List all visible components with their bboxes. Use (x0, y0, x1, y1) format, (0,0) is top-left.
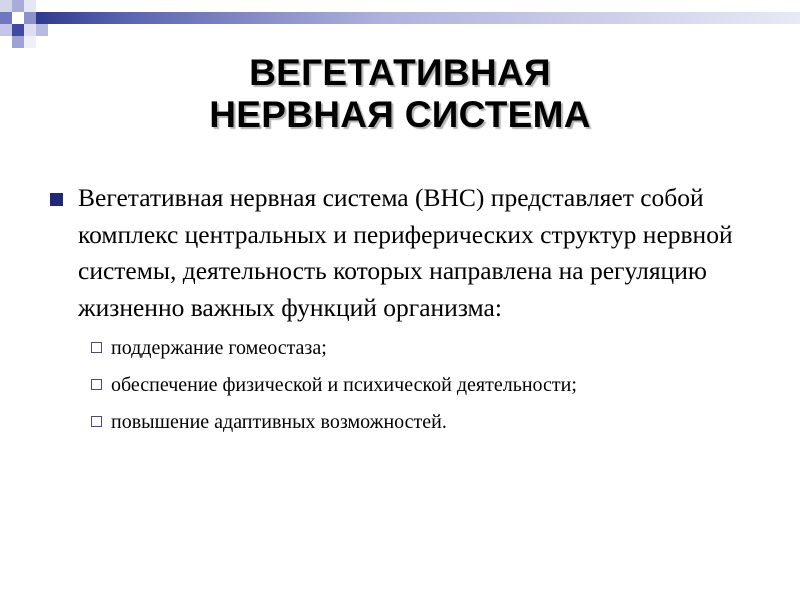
deco-square (12, 0, 24, 12)
main-bullet-text: Вегетативная нервная система (ВНС) представляет собой комплекс центральных и периферических структур нервной системы, деятельность которых направлена на регуляцию жизненно важных функций организма: (78, 183, 733, 322)
sub-bullet-text: обеспечение физической и психической деятельности; (111, 374, 577, 396)
deco-square (24, 0, 36, 12)
deco-square (24, 24, 36, 36)
deco-square (0, 0, 12, 12)
hollow-square-bullet-icon (91, 379, 102, 390)
title-line-2: НЕРВНАЯ СИСТЕМА (209, 94, 591, 135)
header-decoration (0, 0, 800, 50)
main-bullet-item (44, 180, 744, 326)
square-bullet-icon (50, 193, 63, 206)
sub-bullet-item (89, 410, 744, 434)
deco-square (36, 24, 48, 36)
deco-square (24, 12, 36, 24)
deco-square (0, 12, 12, 24)
header-band (36, 12, 800, 24)
deco-square (0, 24, 12, 36)
slide-title (0, 52, 800, 136)
deco-square (24, 36, 36, 48)
sub-bullet-text: повышение адаптивных возможностей. (111, 411, 447, 433)
slide-content (44, 180, 744, 447)
hollow-square-bullet-icon (91, 342, 102, 353)
sub-bullet-item (89, 336, 744, 360)
title-line-1: ВЕГЕТАТИВНАЯ (249, 52, 551, 93)
deco-square (12, 24, 24, 36)
deco-square (12, 12, 24, 24)
hollow-square-bullet-icon (91, 416, 102, 427)
sub-bullet-text: поддержание гомеостаза; (111, 337, 327, 359)
sub-bullet-list (44, 336, 744, 434)
deco-square (12, 36, 24, 48)
sub-bullet-item (89, 373, 744, 397)
